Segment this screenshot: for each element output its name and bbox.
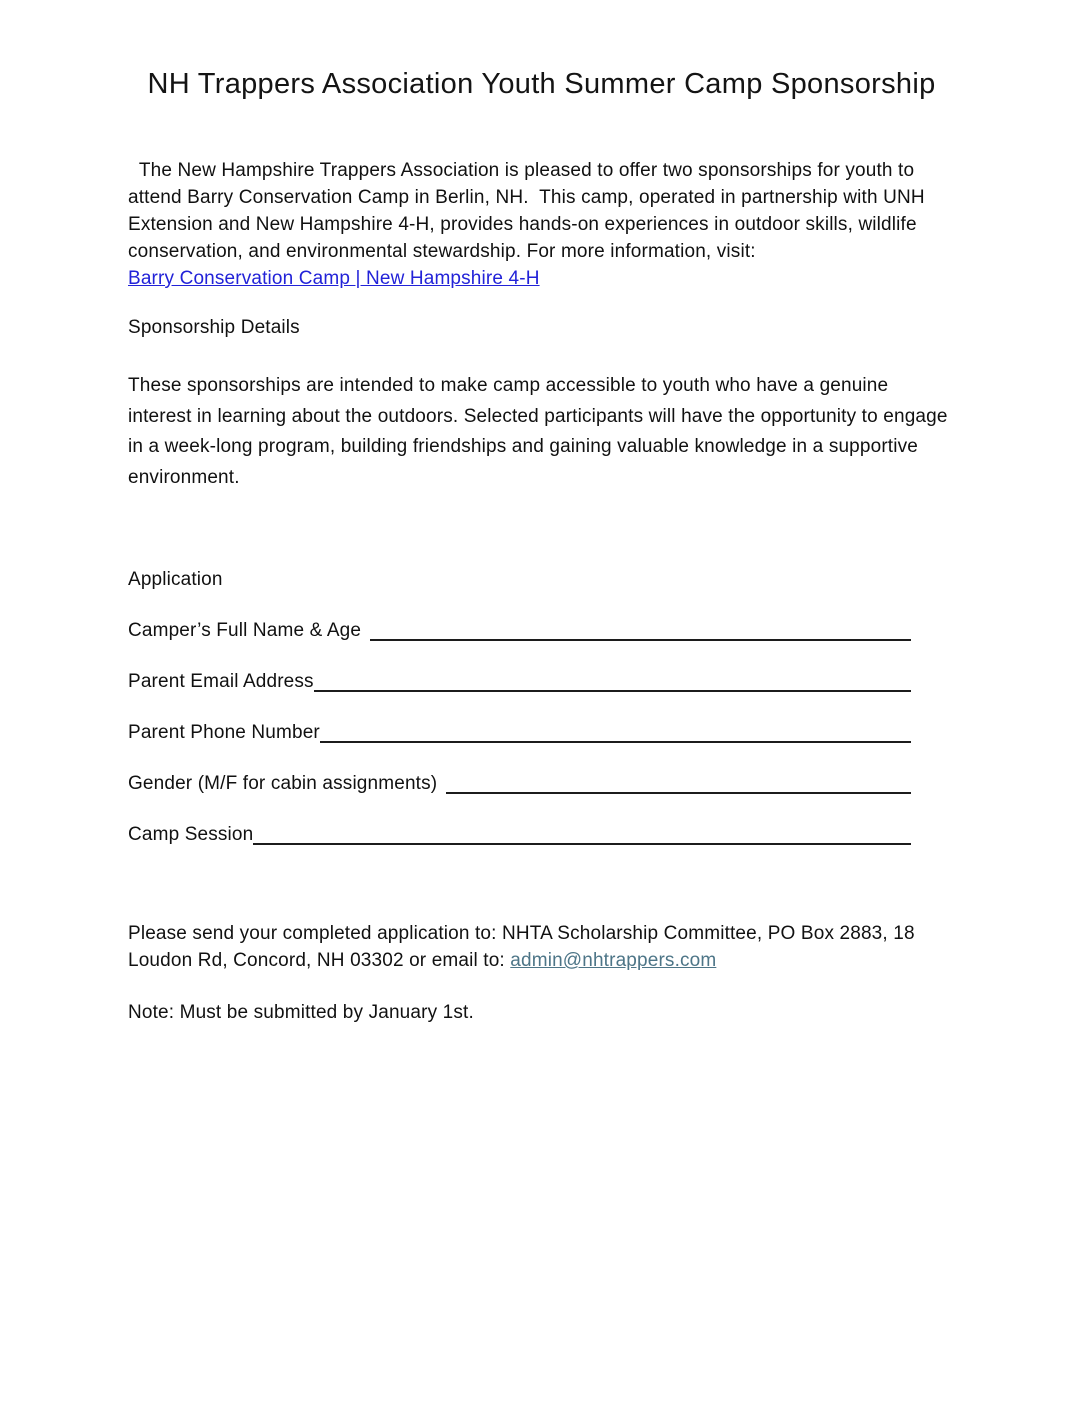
parent-phone-blank-line[interactable] (320, 741, 911, 743)
field-parent-phone (128, 719, 955, 746)
parent-email-blank-line[interactable] (314, 690, 911, 692)
application-form (128, 617, 955, 848)
sponsorship-details-paragraph: These sponsorships are intended to make camp accessible to youth who have a genuine interest in learning about the outdoors. Selected participants will have the opportunity to engage in a week-long program, building friendships and gaining valuable knowledge in a supportive environment. (128, 375, 948, 488)
email-link[interactable]: admin@nhtrappers.com (510, 950, 717, 971)
document-title: NH Trappers Association Youth Summer Camp Sponsorship (147, 68, 936, 100)
application-heading: Application (128, 569, 223, 590)
intro-paragraph (128, 157, 955, 265)
camper-name-age-label: Camper’s Full Name & Age (128, 620, 362, 641)
send-instructions-text: Please send your completed application to: NHTA Scholarship Committee, PO Box 2883, 18 Loudon Rd, Concord, NH 03302 or email to: (128, 923, 915, 971)
field-camper-name-age (128, 617, 955, 644)
intro-text: The New Hampshire Trappers Association is pleased to offer two sponsorships for youth to attend Barry Conservation Camp in Berlin, NH. This camp, operated in partnership with UNH Extension and New Hampshire 4-H, provides hands-on experiences in outdoor skills, wildlife conservation, and environmental stewardship. For more information, visit: (128, 160, 931, 262)
gender-label: Gender (M/F for cabin assignments) (128, 773, 438, 794)
send-instructions (128, 920, 955, 974)
submission-note: Note: Must be submitted by January 1st. (128, 1002, 474, 1023)
field-camp-session (128, 821, 955, 848)
camper-name-age-blank-line[interactable] (370, 639, 911, 641)
camp-session-blank-line[interactable] (253, 843, 911, 845)
camp-session-label: Camp Session (128, 824, 254, 845)
gender-blank-line[interactable] (446, 792, 911, 794)
sponsorship-details-heading: Sponsorship Details (128, 317, 300, 338)
parent-phone-label: Parent Phone Number (128, 722, 320, 743)
field-parent-email (128, 668, 955, 695)
parent-email-label: Parent Email Address (128, 671, 314, 692)
camp-info-link[interactable]: Barry Conservation Camp | New Hampshire 4-H (128, 268, 540, 289)
field-gender (128, 770, 955, 797)
